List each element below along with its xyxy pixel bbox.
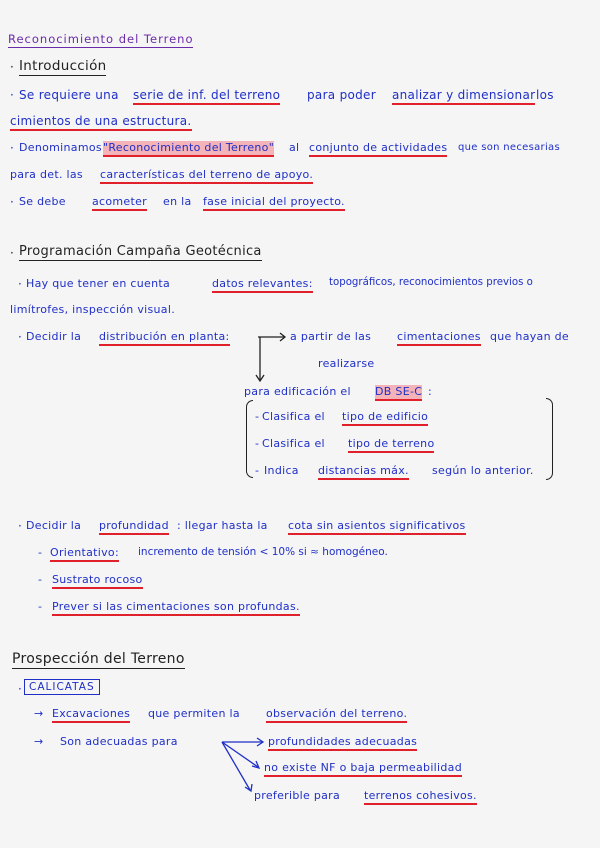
text: preferible para <box>254 789 341 802</box>
dash: - <box>38 600 43 613</box>
key-term: acometer <box>92 195 147 211</box>
fan-out-arrows-icon <box>222 738 263 791</box>
text: Indica <box>264 464 299 477</box>
key-term: observación del terreno. <box>266 707 407 723</box>
prosp-branch-2: no existe NF o baja permeabilidad <box>264 761 462 777</box>
key-term: distancias máx. <box>318 464 409 480</box>
bullet: · <box>18 519 23 533</box>
key-term: Orientativo: <box>50 546 119 562</box>
text: a partir de las <box>290 330 372 343</box>
key-term: tipo de edificio <box>342 410 428 426</box>
dash: - <box>255 410 260 423</box>
text: para poder <box>307 88 376 102</box>
text: Clasifica el <box>262 437 325 450</box>
text: Decidir la <box>26 519 82 532</box>
calicatas-box: CALICATAS <box>24 679 100 695</box>
key-term: datos relevantes: <box>212 277 313 293</box>
page-title: Reconocimiento del Terreno <box>8 32 194 46</box>
text: : <box>428 385 433 398</box>
arrow-icon: → <box>34 707 44 720</box>
text: según lo anterior. <box>432 464 534 477</box>
prospeccion-heading: Prospección del Terreno <box>12 651 185 667</box>
text: Denominamos <box>19 141 102 154</box>
text: para det. las <box>10 168 83 181</box>
key-term: fase inicial del proyecto. <box>203 195 345 211</box>
text: incremento de tensión < 10% si ≈ homogéneo. <box>138 546 388 558</box>
key-term: cimentaciones <box>397 330 481 346</box>
arrow-icon: → <box>34 735 44 748</box>
highlighted-term: "Reconocimiento del Terreno" <box>103 141 274 157</box>
text: los <box>536 88 554 102</box>
text: topográficos, reconocimientos previos o <box>329 277 533 288</box>
text: Se requiere una <box>19 88 119 102</box>
bullet: · <box>10 195 15 209</box>
prog-line-4: realizarse <box>318 357 375 370</box>
dash: - <box>38 573 43 586</box>
highlighted-term: DB SE-C <box>375 385 422 401</box>
key-term: distribución en planta: <box>99 330 230 346</box>
bullet: · <box>18 682 23 696</box>
key-term: serie de inf. del terreno <box>133 88 280 105</box>
key-term: Sustrato rocoso <box>52 573 143 589</box>
key-term: cota sin asientos significativos <box>288 519 466 535</box>
text: en la <box>163 195 192 208</box>
dash: - <box>38 546 43 559</box>
text: que hayan de <box>490 330 569 343</box>
key-term: terrenos cohesivos. <box>364 789 477 805</box>
text: Clasifica el <box>262 410 325 423</box>
text: : llegar hasta la <box>177 519 268 532</box>
key-term: características del terreno de apoyo. <box>100 168 313 184</box>
planta-arrow-icon <box>256 333 285 381</box>
key-term: conjunto de actividades <box>309 141 447 157</box>
key-term: Excavaciones <box>52 707 130 723</box>
programacion-heading: Programación Campaña Geotécnica <box>19 244 262 259</box>
text: para edificación el <box>244 385 351 398</box>
key-term: analizar y dimensionar <box>392 88 535 105</box>
text: Hay que tener en cuenta <box>26 277 171 290</box>
text: Son adecuadas para <box>60 735 178 748</box>
bullet: · <box>10 141 15 155</box>
text: al <box>289 141 300 154</box>
dash: - <box>255 437 260 450</box>
text: que son necesarias <box>458 142 560 153</box>
dash: - <box>255 464 260 477</box>
bullet: · <box>18 277 23 291</box>
bullet: · <box>18 330 23 344</box>
bullet: · <box>10 88 15 102</box>
prog-line-2: limítrofes, inspección visual. <box>10 303 175 316</box>
bullet: · <box>10 60 15 74</box>
key-term: profundidad <box>99 519 169 535</box>
intro-line-2: cimientos de una estructura. <box>10 114 192 131</box>
intro-heading: Introducción <box>19 58 107 74</box>
text: Se debe <box>19 195 66 208</box>
text: que permiten la <box>148 707 240 720</box>
bullet: · <box>10 246 15 260</box>
text: Decidir la <box>26 330 82 343</box>
key-term: tipo de terreno <box>348 437 434 453</box>
prosp-branch-1: profundidades adecuadas <box>268 735 417 751</box>
key-term: Prever si las cimentaciones son profundas. <box>52 600 300 616</box>
